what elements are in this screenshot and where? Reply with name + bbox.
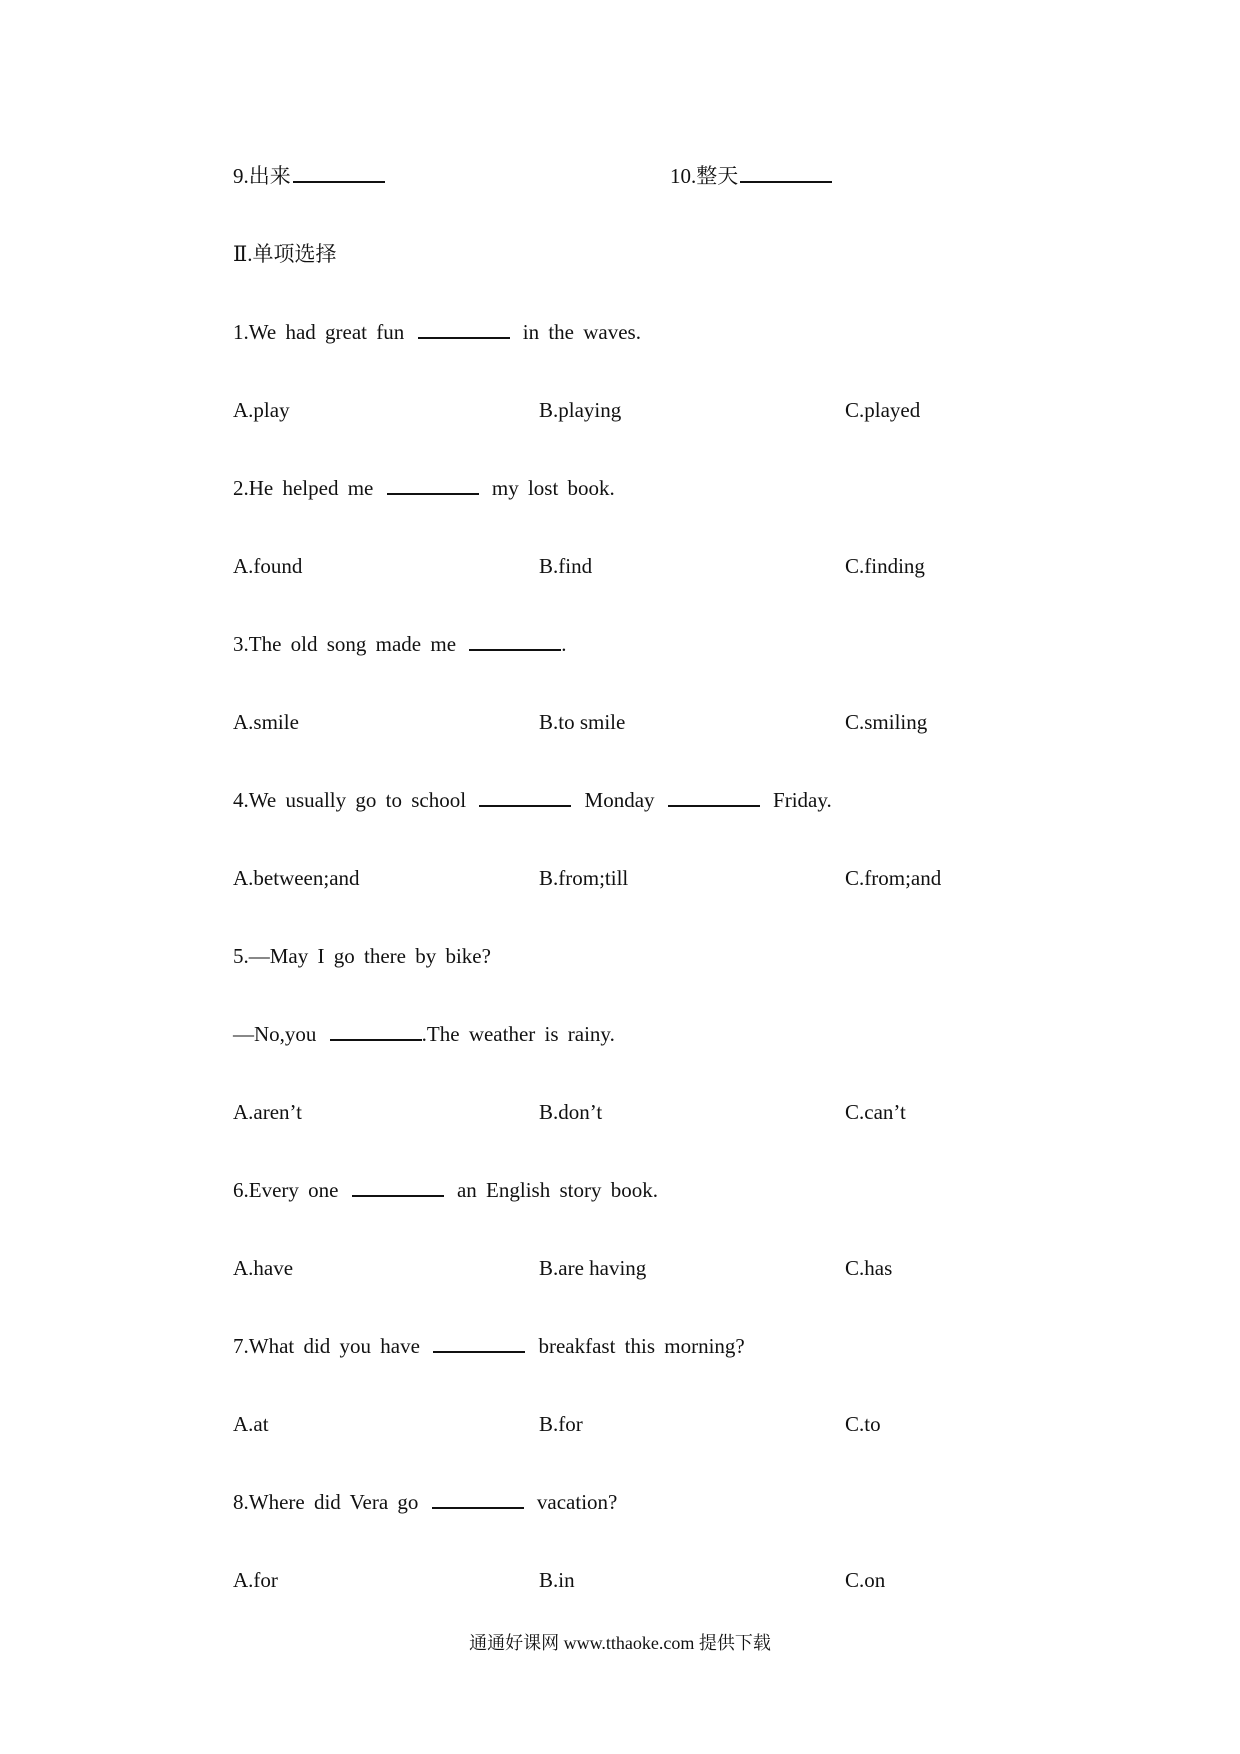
option-c[interactable]: C.played — [845, 398, 921, 422]
option-a[interactable]: A.have — [233, 1256, 294, 1280]
answer-blank[interactable] — [293, 163, 385, 183]
question-text: an English story book. — [456, 1178, 658, 1202]
question-text: 5.—May I go there by bike? — [233, 944, 491, 968]
option-b[interactable]: B.are having — [539, 1256, 647, 1280]
question-5-reply — [233, 1020, 615, 1048]
question-text: 1.We had great fun — [233, 320, 405, 344]
question-text: 4.We usually go to school — [233, 788, 467, 812]
option-a[interactable]: A.between;and — [233, 866, 360, 890]
option-a[interactable]: A.at — [233, 1412, 269, 1436]
question-3 — [233, 630, 567, 658]
option-c[interactable]: C.has — [845, 1256, 893, 1280]
question-text: Friday. — [773, 788, 832, 812]
option-b[interactable]: B.don’t — [539, 1100, 603, 1124]
vocab-item-label: 10.整天 — [670, 164, 739, 188]
question-text: 8.Where did Vera go — [233, 1490, 419, 1514]
option-a[interactable]: A.play — [233, 398, 290, 422]
question-text: vacation? — [536, 1490, 618, 1514]
question-text: 6.Every one — [233, 1178, 339, 1202]
question-text: 7.What did you have — [233, 1334, 420, 1358]
option-a[interactable]: A.aren’t — [233, 1100, 302, 1124]
question-text: breakfast this morning? — [538, 1334, 745, 1358]
option-b[interactable]: B.in — [539, 1568, 575, 1592]
answer-blank[interactable] — [387, 475, 479, 495]
answer-blank[interactable] — [740, 163, 832, 183]
option-b[interactable]: B.for — [539, 1412, 583, 1436]
option-b[interactable]: B.find — [539, 554, 593, 578]
section-title: Ⅱ.单项选择 — [233, 242, 337, 266]
question-text: 3.The old song made me — [233, 632, 457, 656]
question-text: —No,you — [233, 1022, 317, 1046]
answer-blank[interactable] — [418, 319, 510, 339]
option-c[interactable]: C.can’t — [845, 1100, 906, 1124]
option-a[interactable]: A.for — [233, 1568, 278, 1592]
answer-blank[interactable] — [330, 1021, 422, 1041]
option-b[interactable]: B.from;till — [539, 866, 629, 890]
answer-blank[interactable] — [433, 1333, 525, 1353]
option-a[interactable]: A.smile — [233, 710, 299, 734]
option-c[interactable]: C.to — [845, 1412, 881, 1436]
option-c[interactable]: C.finding — [845, 554, 925, 578]
question-text: . — [561, 632, 567, 656]
vocab-item-9 — [233, 162, 389, 190]
option-a[interactable]: A.found — [233, 554, 303, 578]
question-text: .The weather is rainy. — [421, 1022, 615, 1046]
option-b[interactable]: B.to smile — [539, 710, 626, 734]
page-footer: 通通好课网 www.tthaoke.com 提供下载 — [469, 1633, 771, 1653]
answer-blank[interactable] — [479, 787, 571, 807]
question-6 — [233, 1176, 658, 1204]
question-1 — [233, 318, 641, 346]
option-c[interactable]: C.on — [845, 1568, 886, 1592]
option-c[interactable]: C.from;and — [845, 866, 942, 890]
answer-blank[interactable] — [469, 631, 561, 651]
question-8 — [233, 1488, 617, 1516]
question-text: my lost book. — [491, 476, 615, 500]
vocab-item-10 — [670, 162, 836, 190]
option-c[interactable]: C.smiling — [845, 710, 928, 734]
question-7 — [233, 1332, 745, 1360]
answer-blank[interactable] — [352, 1177, 444, 1197]
question-2 — [233, 474, 615, 502]
question-text: 2.He helped me — [233, 476, 374, 500]
vocab-item-label: 9.出来 — [233, 164, 291, 188]
question-text: Monday — [584, 788, 655, 812]
answer-blank[interactable] — [432, 1489, 524, 1509]
answer-blank[interactable] — [668, 787, 760, 807]
question-5 — [233, 942, 491, 970]
question-4 — [233, 786, 832, 814]
option-b[interactable]: B.playing — [539, 398, 622, 422]
question-text: in the waves. — [522, 320, 641, 344]
